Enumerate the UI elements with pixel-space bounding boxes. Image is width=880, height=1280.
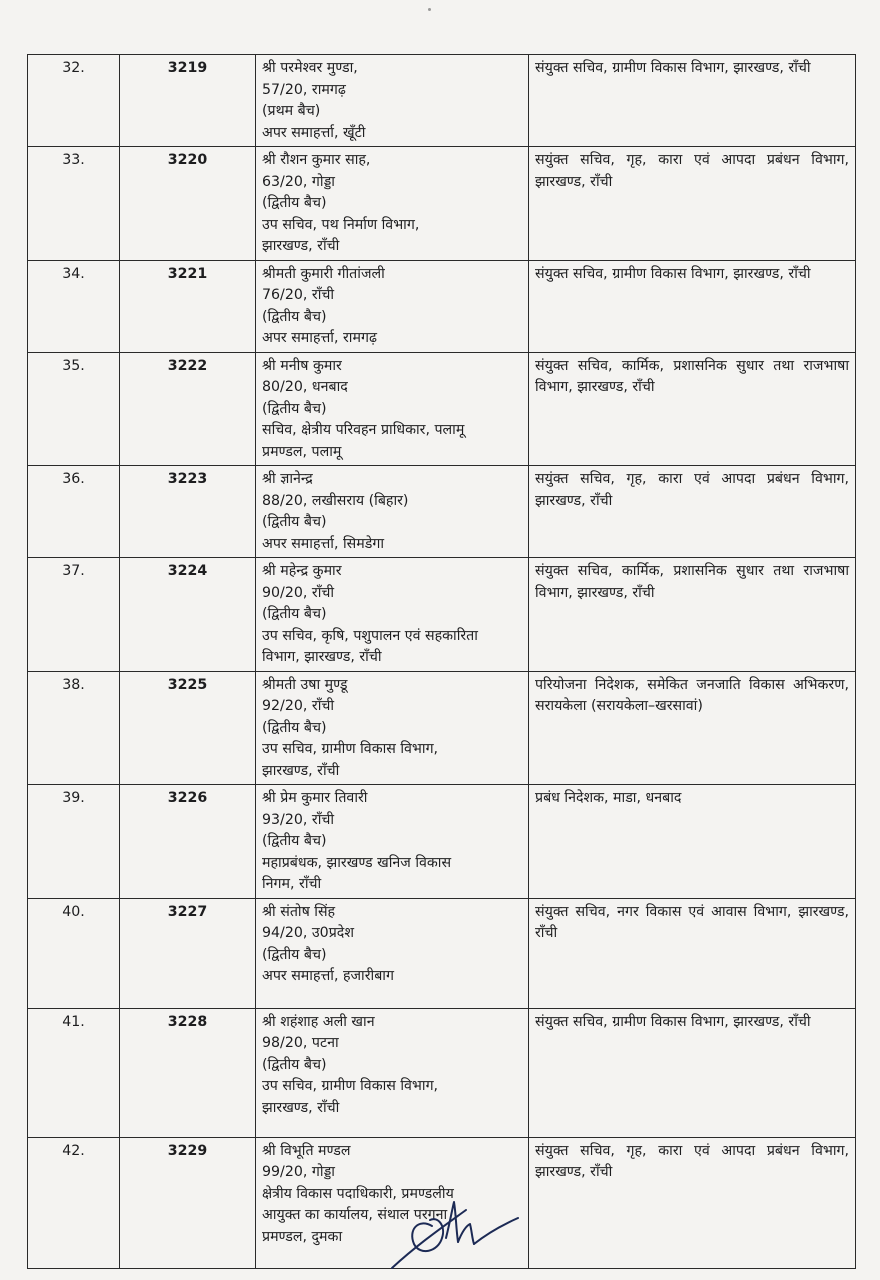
officer-code: 3220: [120, 147, 256, 261]
serial-number: 38.: [28, 671, 120, 785]
officer-code: 3227: [120, 898, 256, 1008]
table-row: [28, 466, 856, 558]
officer-detail-line: 57/20, रामगढ़: [262, 81, 346, 98]
new-posting: प्रबंध निदेशक, माडा, धनबाद: [529, 785, 856, 899]
officer-transfer-table: [27, 54, 856, 1269]
officer-code: 3228: [120, 1008, 256, 1137]
officer-code: 3224: [120, 558, 256, 672]
table-row: [28, 898, 856, 1008]
new-posting: सयुंक्त सचिव, गृह, कारा एवं आपदा प्रबंधन विभाग, झारखण्ड, राँची: [529, 147, 856, 261]
officer-detail-line: झारखण्ड, राँची: [262, 762, 340, 779]
officer-detail-line: (द्वितीय बैच): [262, 946, 327, 963]
officer-detail-line: (प्रथम बैच): [262, 103, 321, 119]
officer-detail-line: प्रमण्डल, दुमका: [262, 1228, 343, 1245]
officer-detail-line: विभाग, झारखण्ड, राँची: [262, 649, 382, 665]
officer-detail-line: श्री रौशन कुमार साह,: [262, 152, 371, 168]
officer-details: [256, 1008, 529, 1137]
officer-detail-line: श्री शहंशाह अली खान: [262, 1013, 375, 1030]
officer-detail-line: सचिव, क्षेत्रीय परिवहन प्राधिकार, पलामू: [262, 422, 465, 438]
page-speck: [428, 8, 431, 11]
officer-detail-line: 90/20, राँची: [262, 584, 335, 601]
table-row: [28, 671, 856, 785]
officer-detail-line: श्री परमेश्वर मुण्डा,: [262, 60, 358, 76]
officer-detail-line: अपर समाहर्त्ता, सिमडेगा: [262, 535, 384, 552]
new-posting: संयुक्त सचिव, ग्रामीण विकास विभाग, झारखण्ड, राँची: [529, 1008, 856, 1137]
officer-detail-line: क्षेत्रीय विकास पदाधिकारी, प्रमण्डलीय: [262, 1185, 454, 1202]
officer-detail-line: 98/20, पटना: [262, 1035, 339, 1051]
new-posting: संयुक्त सचिव, कार्मिक, प्रशासनिक सुधार तथा राजभाषा विभाग, झारखण्ड, राँची: [529, 352, 856, 466]
officer-details: [256, 55, 529, 147]
officer-detail-line: उप सचिव, ग्रामीण विकास विभाग,: [262, 1078, 439, 1094]
officer-details: [256, 785, 529, 899]
officer-details: [256, 147, 529, 261]
serial-number: 41.: [28, 1008, 120, 1137]
officer-detail-line: (द्वितीय बैच): [262, 514, 327, 530]
officer-detail-line: 76/20, राँची: [262, 287, 335, 303]
officer-detail-line: अपर समाहर्त्ता, खूँटी: [262, 124, 366, 141]
new-posting: संयुक्त सचिव, नगर विकास एवं आवास विभाग, झारखण्ड, राँची: [529, 898, 856, 1008]
serial-number: 35.: [28, 352, 120, 466]
officer-detail-line: श्री महेन्द्र कुमार: [262, 563, 342, 579]
new-posting: संयुक्त सचिव, गृह, कारा एवं आपदा प्रबंधन विभाग, झारखण्ड, राँची: [529, 1137, 856, 1268]
officer-detail-line: श्रीमती उषा मुण्डू: [262, 676, 348, 693]
officer-detail-line: अपर समाहर्त्ता, रामगढ़: [262, 330, 377, 346]
serial-number: 40.: [28, 898, 120, 1008]
officer-detail-line: आयुक्त का कार्यालय, संथाल परगना: [262, 1207, 448, 1223]
officer-code: 3223: [120, 466, 256, 558]
officer-detail-line: 93/20, राँची: [262, 811, 335, 828]
officer-details: [256, 671, 529, 785]
officer-detail-line: निगम, राँची: [262, 876, 322, 892]
officer-details: [256, 260, 529, 352]
serial-number: 32.: [28, 55, 120, 147]
serial-number: 34.: [28, 260, 120, 352]
officer-code: 3221: [120, 260, 256, 352]
new-posting: परियोजना निदेशक, समेकित जनजाति विकास अभिकरण, सरायकेला (सरायकेला–खरसावां): [529, 671, 856, 785]
officer-detail-line: श्री संतोष सिंह: [262, 903, 336, 920]
officer-detail-line: महाप्रबंधक, झारखण्ड खनिज विकास: [262, 854, 452, 871]
officer-detail-line: (द्वितीय बैच): [262, 1056, 327, 1073]
officer-code: 3222: [120, 352, 256, 466]
officer-detail-line: 92/20, राँची: [262, 698, 335, 714]
table-row: [28, 55, 856, 147]
new-posting: संयुक्त सचिव, ग्रामीण विकास विभाग, झारखण्ड, राँची: [529, 55, 856, 147]
officer-detail-line: झारखण्ड, राँची: [262, 238, 340, 254]
officer-detail-line: (द्वितीय बैच): [262, 400, 327, 417]
officer-detail-line: उप सचिव, कृषि, पशुपालन एवं सहकारिता: [262, 627, 478, 644]
officer-detail-line: 94/20, उ0प्रदेश: [262, 925, 354, 941]
officer-details: [256, 898, 529, 1008]
serial-number: 39.: [28, 785, 120, 899]
table-row: [28, 260, 856, 352]
officer-detail-line: (द्वितीय बैच): [262, 606, 327, 622]
officer-detail-line: 80/20, धनबाद: [262, 379, 348, 395]
officer-detail-line: झारखण्ड, राँची: [262, 1099, 340, 1116]
officer-code: 3219: [120, 55, 256, 147]
officer-detail-line: उप सचिव, ग्रामीण विकास विभाग,: [262, 741, 439, 757]
officer-code: 3226: [120, 785, 256, 899]
officer-detail-line: (द्वितीय बैच): [262, 308, 327, 325]
new-posting: सयुंक्त सचिव, गृह, कारा एवं आपदा प्रबंधन विभाग, झारखण्ड, राँची: [529, 466, 856, 558]
officer-detail-line: अपर समाहर्त्ता, हजारीबाग: [262, 968, 394, 984]
new-posting: संयुक्त सचिव, कार्मिक, प्रशासनिक सुधार तथा राजभाषा विभाग, झारखण्ड, राँची: [529, 558, 856, 672]
officer-detail-line: (द्वितीय बैच): [262, 833, 327, 849]
officer-detail-line: श्री ज्ञानेन्द्र: [262, 471, 313, 487]
officer-detail-line: श्री मनीष कुमार: [262, 357, 342, 374]
table-row: [28, 558, 856, 672]
officer-detail-line: 88/20, लखीसराय (बिहार): [262, 492, 409, 509]
officer-detail-line: श्रीमती कुमारी गीतांजली: [262, 265, 385, 282]
new-posting: संयुक्त सचिव, ग्रामीण विकास विभाग, झारखण्ड, राँची: [529, 260, 856, 352]
table-row: [28, 352, 856, 466]
serial-number: 36.: [28, 466, 120, 558]
handwritten-signature-icon: [388, 1192, 528, 1272]
officer-detail-line: श्री प्रेम कुमार तिवारी: [262, 790, 368, 806]
officer-details: [256, 558, 529, 672]
officer-detail-line: 63/20, गोड्डा: [262, 173, 335, 190]
officer-detail-line: (द्वितीय बैच): [262, 195, 327, 211]
officer-detail-line: श्री विभूति मण्डल: [262, 1142, 351, 1159]
officer-detail-line: 99/20, गोड्डा: [262, 1164, 335, 1180]
table-row: [28, 785, 856, 899]
officer-detail-line: प्रमण्डल, पलामू: [262, 443, 342, 460]
officer-code: 3225: [120, 671, 256, 785]
officer-detail-line: उप सचिव, पथ निर्माण विभाग,: [262, 216, 420, 233]
officer-code: 3229: [120, 1137, 256, 1268]
officer-detail-line: (द्वितीय बैच): [262, 719, 327, 736]
serial-number: 33.: [28, 147, 120, 261]
table-row: [28, 1008, 856, 1137]
officer-details: [256, 466, 529, 558]
table-row: [28, 147, 856, 261]
officer-details: [256, 352, 529, 466]
serial-number: 42.: [28, 1137, 120, 1268]
serial-number: 37.: [28, 558, 120, 672]
